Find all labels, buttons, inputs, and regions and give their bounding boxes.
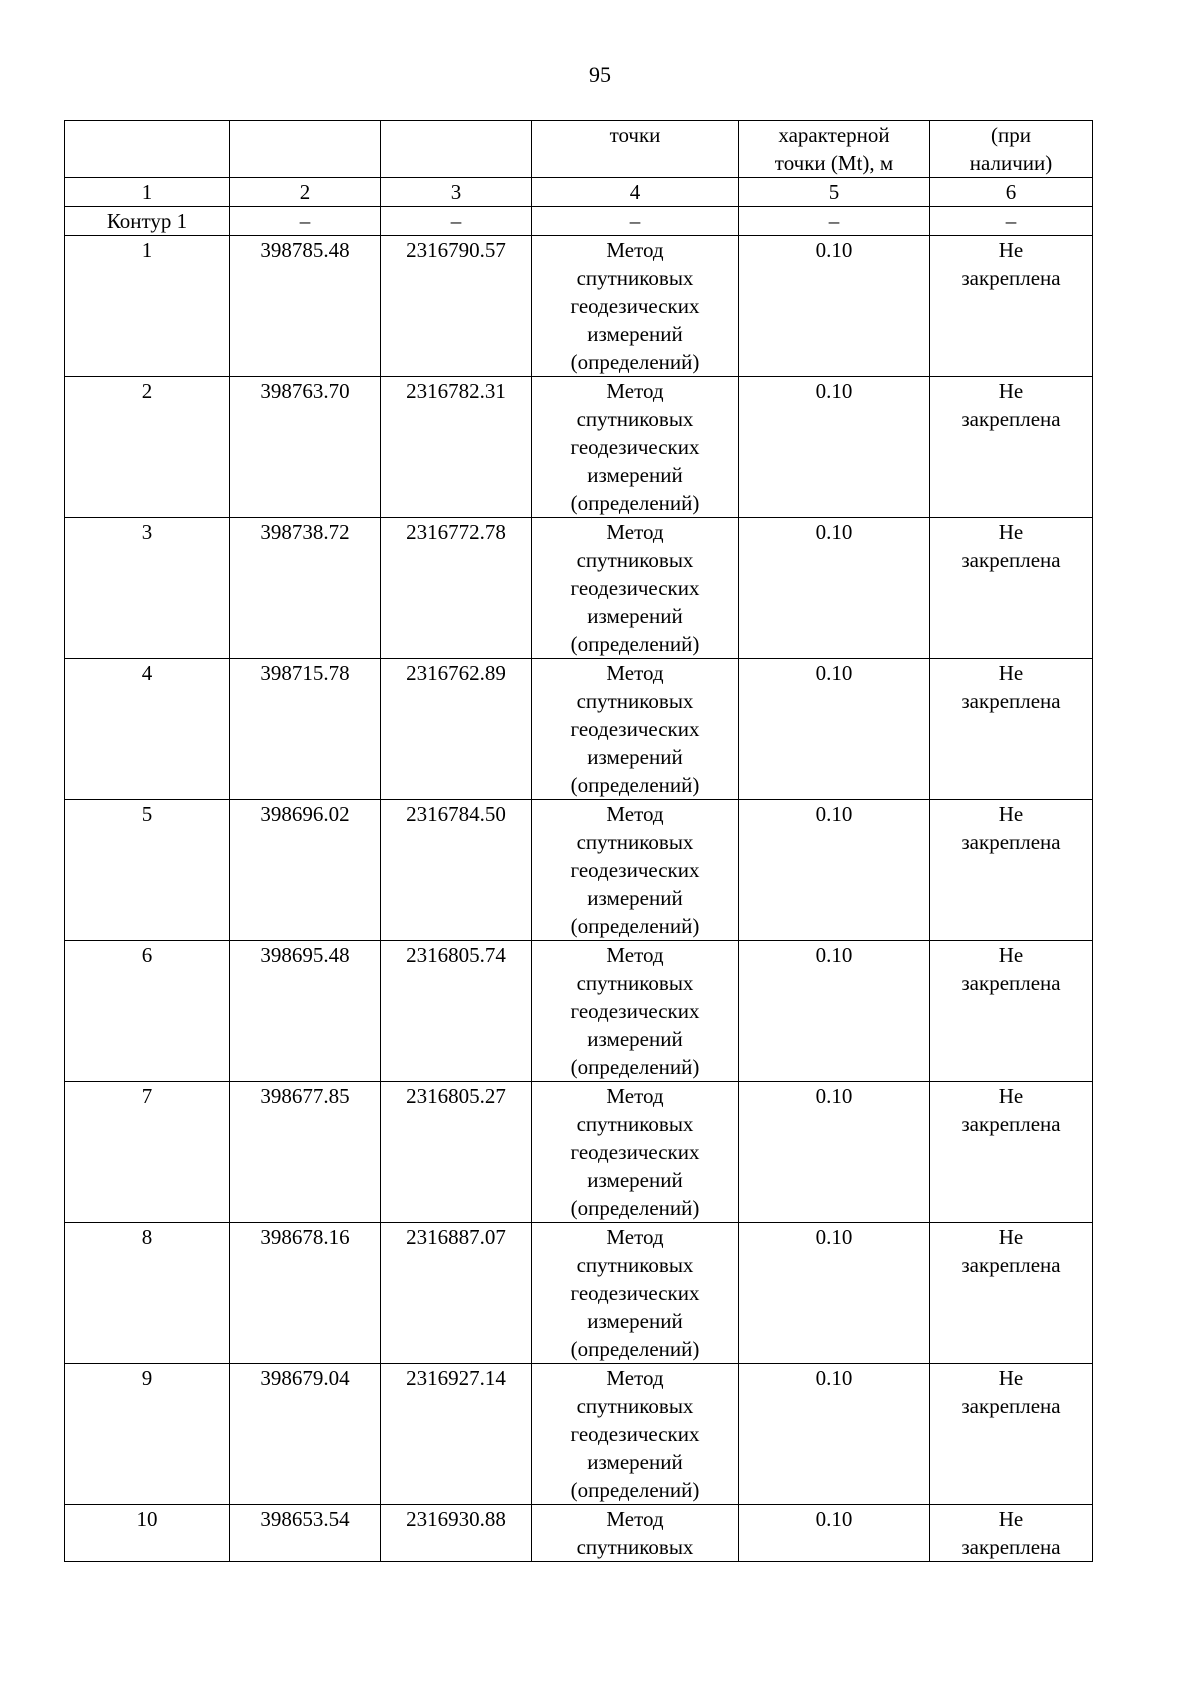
method-line: геодезических — [570, 858, 700, 882]
fixation-cell — [930, 800, 1093, 941]
method-line: Метод — [606, 379, 664, 403]
method-line: измерений — [587, 886, 683, 910]
method-line: (определений) — [570, 632, 700, 656]
method-line: (определений) — [570, 1337, 700, 1361]
method-line: (определений) — [570, 1055, 700, 1079]
fixation-line: Не — [998, 379, 1024, 403]
point-number-cell: 10 — [65, 1505, 230, 1562]
table-row — [65, 1505, 1093, 1562]
fixation-line: Не — [998, 1225, 1024, 1249]
method-line: геодезических — [570, 1281, 700, 1305]
fixation-cell — [930, 236, 1093, 377]
fixation-cell — [930, 1082, 1093, 1223]
accuracy-cell: 0.10 — [739, 236, 930, 377]
method-line: спутниковых — [576, 407, 694, 431]
contour-dash: – — [532, 207, 739, 236]
fixation-cell — [930, 377, 1093, 518]
y-coordinate-cell: 2316927.14 — [381, 1364, 532, 1505]
column-number: 3 — [381, 178, 532, 207]
fixation-line: закреплена — [961, 407, 1061, 431]
header-cell-6 — [930, 121, 1093, 178]
method-line: спутниковых — [576, 548, 694, 572]
accuracy-cell: 0.10 — [739, 1364, 930, 1505]
table-row — [65, 659, 1093, 800]
point-number-cell: 4 — [65, 659, 230, 800]
table-row — [65, 941, 1093, 1082]
header-cell-5-line1: характерной — [778, 123, 890, 147]
fixation-line: Не — [998, 1366, 1024, 1390]
x-coordinate-cell: 398696.02 — [230, 800, 381, 941]
method-cell — [532, 800, 739, 941]
point-number-cell: 5 — [65, 800, 230, 941]
x-coordinate-cell: 398677.85 — [230, 1082, 381, 1223]
table-row — [65, 800, 1093, 941]
method-line: (определений) — [570, 773, 700, 797]
header-cell-5 — [739, 121, 930, 178]
method-line: (определений) — [570, 914, 700, 938]
method-cell — [532, 1364, 739, 1505]
fixation-line: закреплена — [961, 971, 1061, 995]
method-line: Метод — [606, 943, 664, 967]
header-cell-3 — [381, 121, 532, 178]
method-line: спутниковых — [576, 689, 694, 713]
x-coordinate-cell: 398678.16 — [230, 1223, 381, 1364]
method-line: геодезических — [570, 717, 700, 741]
method-line: геодезических — [570, 1422, 700, 1446]
method-line: спутниковых — [576, 1112, 694, 1136]
accuracy-cell: 0.10 — [739, 518, 930, 659]
method-cell — [532, 377, 739, 518]
table-row — [65, 236, 1093, 377]
method-cell — [532, 1223, 739, 1364]
method-line: Метод — [606, 661, 664, 685]
point-number-cell: 9 — [65, 1364, 230, 1505]
method-line: измерений — [587, 463, 683, 487]
method-line: Метод — [606, 1225, 664, 1249]
contour-dash: – — [739, 207, 930, 236]
point-number-cell: 2 — [65, 377, 230, 518]
accuracy-cell: 0.10 — [739, 1223, 930, 1364]
method-line: Метод — [606, 238, 664, 262]
fixation-cell — [930, 1364, 1093, 1505]
method-line: измерений — [587, 745, 683, 769]
method-cell — [532, 236, 739, 377]
fixation-cell — [930, 941, 1093, 1082]
accuracy-cell: 0.10 — [739, 1082, 930, 1223]
x-coordinate-cell: 398738.72 — [230, 518, 381, 659]
fixation-line: закреплена — [961, 548, 1061, 572]
table-row — [65, 377, 1093, 518]
contour-dash: – — [381, 207, 532, 236]
fixation-line: закреплена — [961, 689, 1061, 713]
method-line: (определений) — [570, 350, 700, 374]
column-number: 6 — [930, 178, 1093, 207]
method-line: Метод — [606, 1366, 664, 1390]
header-row — [65, 121, 1093, 178]
accuracy-cell: 0.10 — [739, 800, 930, 941]
column-number: 5 — [739, 178, 930, 207]
method-line: измерений — [587, 1309, 683, 1333]
fixation-line: закреплена — [961, 830, 1061, 854]
point-number-cell: 7 — [65, 1082, 230, 1223]
method-line: измерений — [587, 604, 683, 628]
column-number-row — [65, 178, 1093, 207]
table-row — [65, 1223, 1093, 1364]
fixation-line: закреплена — [961, 1535, 1061, 1559]
contour-dash: – — [930, 207, 1093, 236]
method-line: измерений — [587, 1450, 683, 1474]
fixation-line: закреплена — [961, 1112, 1061, 1136]
point-number-cell: 3 — [65, 518, 230, 659]
fixation-cell — [930, 659, 1093, 800]
y-coordinate-cell: 2316805.74 — [381, 941, 532, 1082]
method-cell — [532, 518, 739, 659]
fixation-line: Не — [998, 1084, 1024, 1108]
method-line: Метод — [606, 520, 664, 544]
contour-dash: – — [230, 207, 381, 236]
fixation-cell — [930, 518, 1093, 659]
y-coordinate-cell: 2316805.27 — [381, 1082, 532, 1223]
table-row — [65, 518, 1093, 659]
y-coordinate-cell: 2316887.07 — [381, 1223, 532, 1364]
header-cell-6-line2: наличии) — [969, 151, 1053, 175]
method-line: геодезических — [570, 294, 700, 318]
accuracy-cell: 0.10 — [739, 377, 930, 518]
header-cell-4: точки — [532, 121, 739, 178]
fixation-line: Не — [998, 802, 1024, 826]
fixation-line: закреплена — [961, 266, 1061, 290]
method-cell — [532, 659, 739, 800]
fixation-line: Не — [998, 238, 1024, 262]
x-coordinate-cell: 398695.48 — [230, 941, 381, 1082]
column-number: 1 — [65, 178, 230, 207]
method-line: Метод — [606, 1084, 664, 1108]
method-line: спутниковых — [576, 1394, 694, 1418]
column-number: 4 — [532, 178, 739, 207]
fixation-cell — [930, 1223, 1093, 1364]
method-line: спутниковых — [576, 266, 694, 290]
y-coordinate-cell: 2316772.78 — [381, 518, 532, 659]
method-line: геодезических — [570, 1140, 700, 1164]
accuracy-cell: 0.10 — [739, 659, 930, 800]
fixation-line: Не — [998, 661, 1024, 685]
point-number-cell: 6 — [65, 941, 230, 1082]
method-line: спутниковых — [576, 1535, 694, 1559]
accuracy-cell: 0.10 — [739, 941, 930, 1082]
method-cell — [532, 1082, 739, 1223]
method-line: измерений — [587, 1027, 683, 1051]
x-coordinate-cell: 398653.54 — [230, 1505, 381, 1562]
method-line: спутниковых — [576, 830, 694, 854]
point-number-cell: 1 — [65, 236, 230, 377]
x-coordinate-cell: 398715.78 — [230, 659, 381, 800]
y-coordinate-cell: 2316784.50 — [381, 800, 532, 941]
table-row — [65, 1082, 1093, 1223]
method-cell — [532, 1505, 739, 1562]
x-coordinate-cell: 398763.70 — [230, 377, 381, 518]
method-line: геодезических — [570, 576, 700, 600]
method-line: Метод — [606, 802, 664, 826]
header-cell-5-line2: точки (Mt), м — [774, 151, 894, 175]
y-coordinate-cell: 2316782.31 — [381, 377, 532, 518]
x-coordinate-cell: 398785.48 — [230, 236, 381, 377]
method-line: измерений — [587, 322, 683, 346]
contour-label: Контур 1 — [65, 207, 230, 236]
table-row — [65, 1364, 1093, 1505]
page-number: 95 — [589, 62, 611, 87]
header-cell-2 — [230, 121, 381, 178]
fixation-line: закреплена — [961, 1394, 1061, 1418]
method-line: (определений) — [570, 1196, 700, 1220]
point-number-cell: 8 — [65, 1223, 230, 1364]
fixation-line: закреплена — [961, 1253, 1061, 1277]
method-line: геодезических — [570, 435, 700, 459]
coordinates-table — [64, 120, 1093, 1562]
y-coordinate-cell: 2316762.89 — [381, 659, 532, 800]
fixation-cell — [930, 1505, 1093, 1562]
method-line: спутниковых — [576, 971, 694, 995]
contour-row — [65, 207, 1093, 236]
method-line: Метод — [606, 1507, 664, 1531]
fixation-line: Не — [998, 943, 1024, 967]
y-coordinate-cell: 2316790.57 — [381, 236, 532, 377]
accuracy-cell: 0.10 — [739, 1505, 930, 1562]
method-line: (определений) — [570, 491, 700, 515]
header-cell-1 — [65, 121, 230, 178]
fixation-line: Не — [998, 1507, 1024, 1531]
x-coordinate-cell: 398679.04 — [230, 1364, 381, 1505]
method-line: измерений — [587, 1168, 683, 1192]
fixation-line: Не — [998, 520, 1024, 544]
column-number: 2 — [230, 178, 381, 207]
header-cell-6-line1: (при — [991, 123, 1031, 147]
method-line: геодезических — [570, 999, 700, 1023]
method-line: спутниковых — [576, 1253, 694, 1277]
method-cell — [532, 941, 739, 1082]
method-line: (определений) — [570, 1478, 700, 1502]
y-coordinate-cell: 2316930.88 — [381, 1505, 532, 1562]
